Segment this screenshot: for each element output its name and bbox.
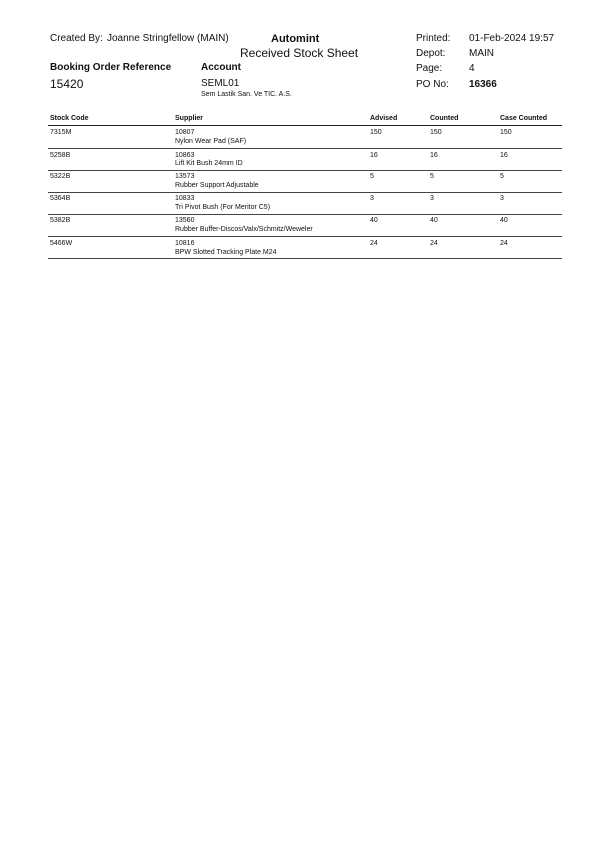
column-header-advised: Advised [370,115,398,122]
case-counted-qty: 3 [500,195,504,202]
advised-qty: 24 [370,240,378,247]
stock-code: 5382B [50,217,71,224]
row-divider [48,258,562,259]
account-name: Sem Lastik San. Ve TIC. A.S. [201,91,292,98]
depot-label: Depot: [416,48,446,59]
advised-qty: 16 [370,152,378,159]
column-header-stock-code: Stock Code [50,115,89,122]
supplier-code: 10816 [175,240,195,247]
item-description: Rubber Buffer-Discos/Valx/Schmitz/Weweler [175,226,313,233]
supplier-code: 13560 [175,217,195,224]
item-description: Rubber Support Adjustable [175,182,259,189]
stock-code: 5364B [50,195,71,202]
printed-label: Printed: [416,33,451,44]
stock-code: 5258B [50,152,71,159]
case-counted-qty: 150 [500,129,512,136]
booking-order-value: 15420 [50,77,84,91]
po-label: PO No: [416,79,449,90]
counted-qty: 40 [430,217,438,224]
po-number: 16366 [469,79,497,90]
row-divider [48,214,562,215]
counted-qty: 150 [430,129,442,136]
item-description: Nylon Wear Pad (SAF) [175,138,247,145]
booking-order-label: Booking Order Reference [50,62,172,73]
counted-qty: 3 [430,195,434,202]
account-code: SEML01 [201,78,240,89]
stock-code: 5466W [50,240,73,247]
page-label: Page: [416,63,443,74]
account-label: Account [201,62,241,73]
page-number: 4 [469,63,475,74]
item-description: Lift Kit Bush 24mm ID [175,160,243,167]
column-header-supplier: Supplier [175,115,204,122]
advised-qty: 40 [370,217,378,224]
row-divider [48,148,562,149]
advised-qty: 150 [370,129,382,136]
stock-code: 7315M [50,129,72,136]
case-counted-qty: 40 [500,217,508,224]
row-divider [48,236,562,237]
advised-qty: 3 [370,195,374,202]
row-divider [48,170,562,171]
stock-code: 5322B [50,173,71,180]
counted-qty: 5 [430,173,434,180]
item-description: BPW Slotted Tracking Plate M24 [175,249,277,256]
counted-qty: 16 [430,152,438,159]
supplier-code: 10807 [175,129,195,136]
case-counted-qty: 5 [500,173,504,180]
column-header-case-counted: Case Counted [500,115,548,122]
supplier-code: 10863 [175,152,195,159]
sheet-title: Received Stock Sheet [240,46,359,60]
created-by-label: Created By: [50,33,103,44]
supplier-code: 13573 [175,173,195,180]
depot-value: MAIN [469,48,494,59]
row-divider [48,192,562,193]
case-counted-qty: 24 [500,240,508,247]
printed-value: 01-Feb-2024 19:57 [469,33,555,44]
company-name: Automint [271,33,320,45]
case-counted-qty: 16 [500,152,508,159]
column-header-counted: Counted [430,115,459,122]
advised-qty: 5 [370,173,374,180]
supplier-code: 10833 [175,195,195,202]
item-description: Tri Pivot Bush (For Meritor C5) [175,204,271,211]
created-by-value: Joanne Stringfellow (MAIN) [107,33,229,44]
counted-qty: 24 [430,240,438,247]
header-divider [48,125,562,126]
